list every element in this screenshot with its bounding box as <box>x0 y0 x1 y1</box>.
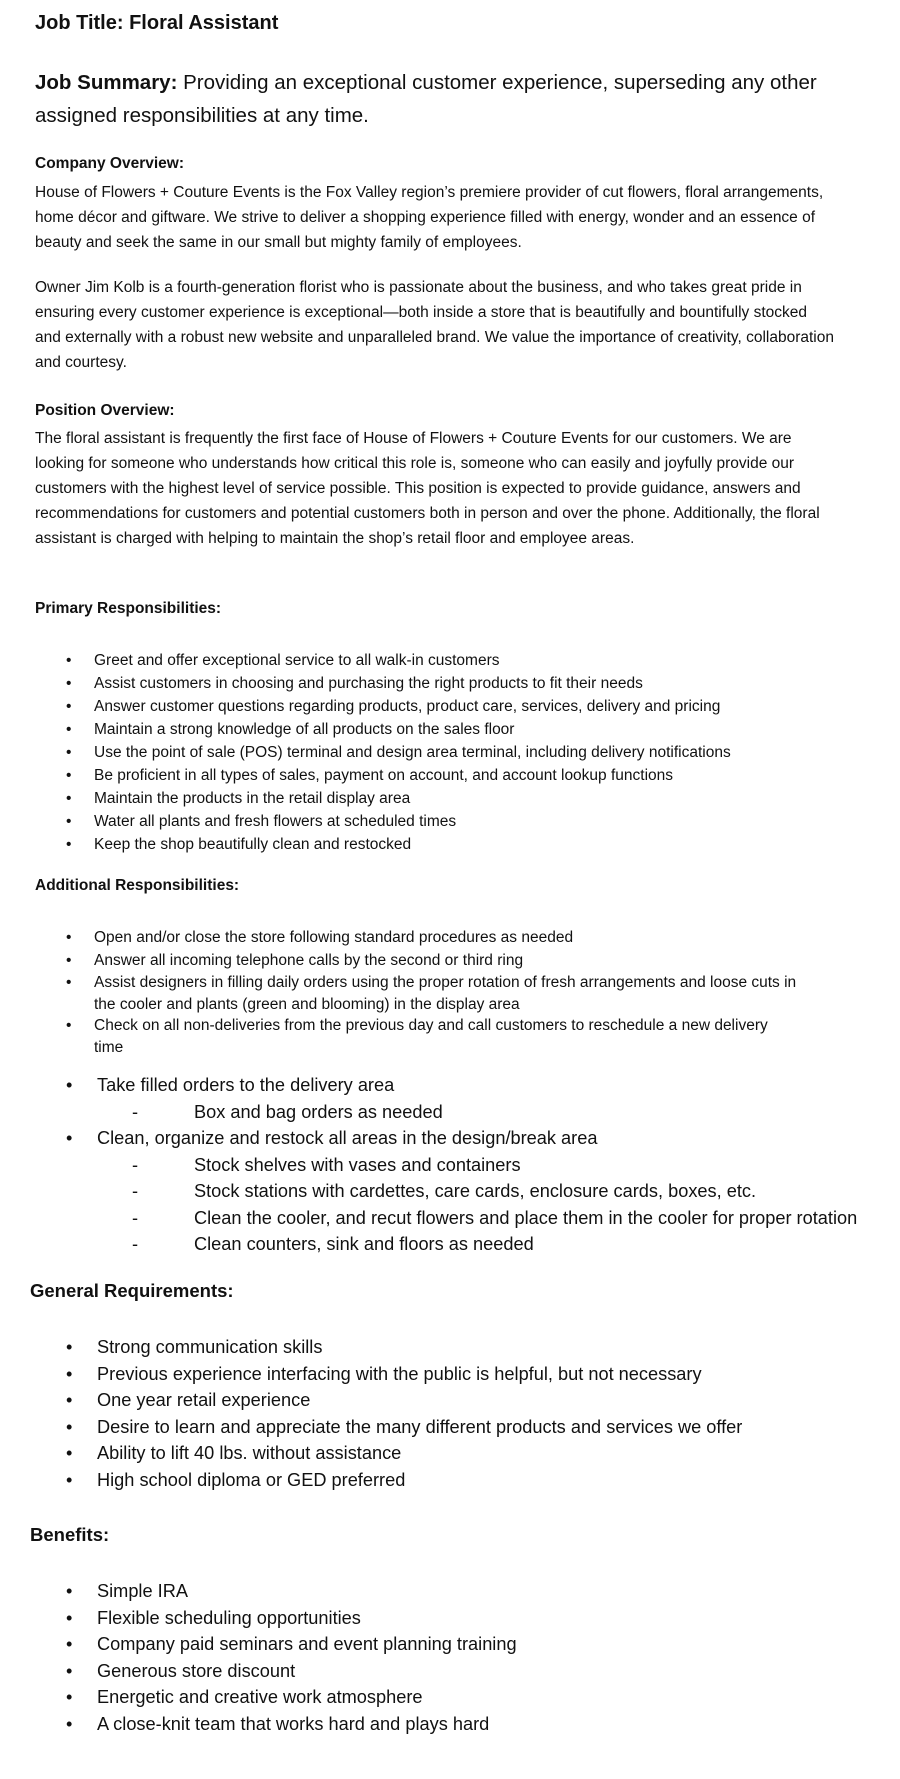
bullet-icon: • <box>66 813 72 830</box>
bullet-icon: • <box>66 1687 73 1707</box>
general-requirements-heading: General Requirements: <box>30 1280 234 1301</box>
bullet-icon: • <box>66 675 72 692</box>
list-item: • Water all plants and fresh flowers at scheduled times <box>0 810 731 833</box>
bullet-icon: • <box>66 836 72 853</box>
list-item: • Maintain the products in the retail display area <box>0 787 731 810</box>
benefits-list <box>0 1578 517 1737</box>
list-item: • Flexible scheduling opportunities <box>0 1605 517 1632</box>
bullet-icon: • <box>66 1390 73 1410</box>
list-item: • Use the point of sale (POS) terminal and design area terminal, including delivery notifications <box>0 741 731 764</box>
sub-list-item: - Clean counters, sink and floors as needed <box>97 1231 857 1258</box>
job-summary-label: Job Summary: <box>35 71 178 94</box>
bullet-icon: • <box>66 1634 73 1654</box>
bullet-icon: • <box>66 1075 73 1095</box>
list-item: • Take filled orders to the delivery area - Box and bag orders as needed <box>0 1072 857 1125</box>
bullet-icon: • <box>66 721 72 738</box>
bullet-icon: • <box>66 698 72 715</box>
additional-responsibilities-list <box>0 926 814 1058</box>
company-overview-para-2: Owner Jim Kolb is a fourth-generation florist who is passionate about the business, and who takes great pride in ensuring every customer experience is exceptional—both inside a store that is beautifully and bountifully stocked and externally with a robust new website and unparalleled brand. We value the importance of creativity, collaboration and courtesy. <box>35 279 834 371</box>
bullet-icon: • <box>66 1607 73 1628</box>
job-summary-text: Providing an exceptional customer experience, superseding any other assigned responsibilities at any time. <box>35 71 817 127</box>
bullet-icon: • <box>66 1017 72 1034</box>
list-item: • Company paid seminars and event planning training <box>0 1631 517 1658</box>
sub-list-item: - Stock shelves with vases and containers <box>97 1152 857 1179</box>
position-overview-para: The floral assistant is frequently the first face of House of Flowers + Couture Events for our customers. We are looking for someone who understands how critical this role is, someone who can easily and joyfully provide our customers with the highest level of service possible. This position is expected to provide guidance, answers and recommendations for customers and potential customers both in person and over the phone. Additionally, the floral assistant is charged with helping to maintain the shop’s retail floor and employee areas. <box>35 430 820 547</box>
list-item: • Desire to learn and appreciate the many different products and services we offer <box>0 1414 742 1441</box>
bullet-icon: • <box>66 1713 73 1734</box>
list-item: • Simple IRA <box>0 1578 517 1605</box>
list-item: • Assist customers in choosing and purchasing the right products to fit their needs <box>0 672 731 695</box>
list-item: • High school diploma or GED preferred <box>0 1467 742 1494</box>
position-overview-heading: Position Overview: <box>35 402 175 419</box>
list-item: • Be proficient in all types of sales, payment on account, and account lookup functions <box>0 764 731 787</box>
additional-responsibilities-list-2 <box>0 1072 857 1258</box>
dash-icon: - <box>132 1101 139 1122</box>
dash-icon: - <box>132 1154 139 1175</box>
sub-list <box>97 1152 857 1258</box>
sub-list-item: - Box and bag orders as needed <box>97 1099 857 1126</box>
list-item: • Check on all non-deliveries from the previous day and call customers to reschedule a new delivery time <box>66 1017 768 1056</box>
list-item: • Answer all incoming telephone calls by the second or third ring <box>0 949 814 972</box>
bullet-icon: • <box>66 790 72 807</box>
primary-responsibilities-list <box>0 649 731 856</box>
list-item: • Previous experience interfacing with the public is helpful, but not necessary <box>0 1361 742 1388</box>
bullet-icon: • <box>66 1660 73 1681</box>
sub-list-item: - Clean the cooler, and recut flowers and place them in the cooler for proper rotation <box>97 1205 857 1232</box>
bullet-icon: • <box>66 767 72 784</box>
list-item: • A close-knit team that works hard and plays hard <box>0 1711 517 1738</box>
dash-icon: - <box>132 1207 139 1228</box>
list-item: • Generous store discount <box>0 1658 517 1685</box>
job-title: Job Title: Floral Assistant <box>35 12 279 34</box>
bullet-icon: • <box>66 1363 73 1384</box>
dash-icon: - <box>132 1234 139 1254</box>
bullet-icon: • <box>66 952 72 969</box>
list-item: • Strong communication skills <box>0 1334 742 1361</box>
list-item: • Greet and offer exceptional service to all walk-in customers <box>0 649 731 672</box>
bullet-icon: • <box>66 1337 73 1357</box>
bullet-icon: • <box>66 652 72 669</box>
list-item: • Assist designers in filling daily orders using the proper rotation of fresh arrangements and loose cuts in the cooler and plants (green and blooming) in the display area <box>66 974 797 1013</box>
bullet-icon: • <box>66 1469 73 1490</box>
list-item: • Answer customer questions regarding products, product care, services, delivery and pricing <box>0 695 731 718</box>
list-item: • One year retail experience <box>0 1387 742 1414</box>
bullet-icon: • <box>66 974 72 991</box>
list-item: • Keep the shop beautifully clean and restocked <box>0 833 731 856</box>
general-requirements-list <box>0 1334 742 1493</box>
dash-icon: - <box>132 1181 139 1201</box>
list-item: • Ability to lift 40 lbs. without assistance <box>0 1440 742 1467</box>
primary-responsibilities-heading: Primary Responsibilities: <box>35 600 222 617</box>
job-summary <box>35 66 825 132</box>
list-item: • Maintain a strong knowledge of all products on the sales floor <box>0 718 731 741</box>
sub-list <box>97 1099 857 1126</box>
bullet-icon: • <box>66 1416 73 1437</box>
list-item: • Clean, organize and restock all areas in the design/break area - Stock shelves with vases and containers - Stock stations with cardettes, care cards, enclosure cards, boxes, etc. - Clean the cooler, and recut flowers and place them in the cooler for proper rotation - Clean counters, sink and floors as needed <box>0 1125 857 1258</box>
list-item: • Energetic and creative work atmosphere <box>0 1684 517 1711</box>
company-overview-para-1: House of Flowers + Couture Events is the Fox Valley region’s premiere provider of cut flowers, floral arrangements, home décor and giftware. We strive to deliver a shopping experience filled with energy, wonder and an essence of beauty and seek the same in our small but mighty family of employees. <box>35 184 824 251</box>
benefits-heading: Benefits: <box>30 1524 110 1545</box>
bullet-icon: • <box>66 1128 73 1148</box>
company-overview-heading: Company Overview: <box>35 155 185 172</box>
sub-list-item: - Stock stations with cardettes, care cards, enclosure cards, boxes, etc. <box>97 1178 857 1205</box>
list-item: • Open and/or close the store following standard procedures as needed <box>0 926 814 949</box>
additional-responsibilities-heading: Additional Responsibilities: <box>35 877 240 894</box>
bullet-icon: • <box>66 1443 73 1463</box>
bullet-icon: • <box>66 744 72 761</box>
bullet-icon: • <box>66 1581 73 1601</box>
bullet-icon: • <box>66 929 72 946</box>
